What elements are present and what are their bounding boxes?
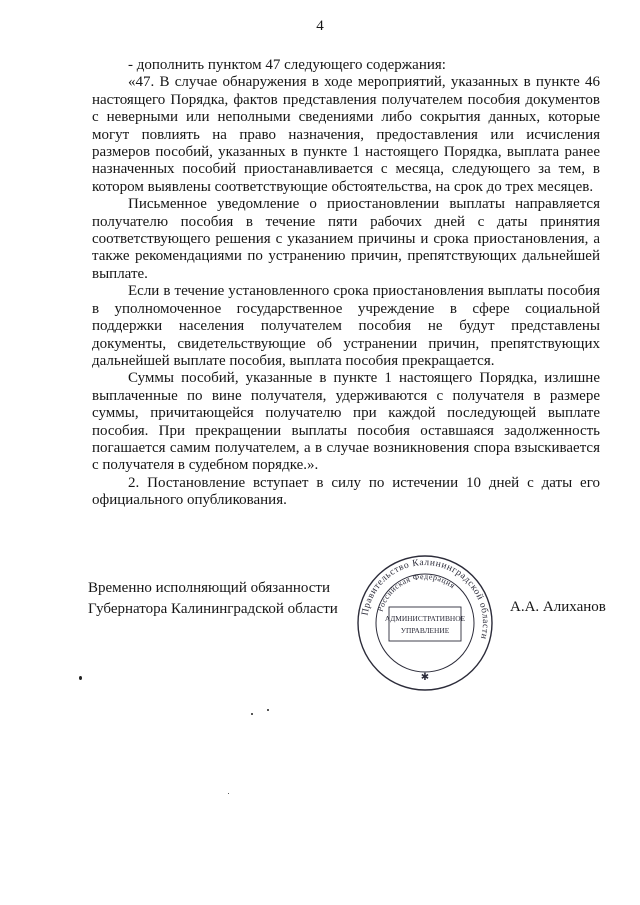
seal-center-box: [389, 607, 461, 641]
scan-speck: [251, 713, 253, 715]
scan-speck: [79, 676, 82, 680]
paragraph-overpayment: Суммы пособий, указанные в пункте 1 настоящего Порядка, излишне выплаченные по вине получателя, удерживаются с получателя в размере суммы, причитающейся получателю при каждой последующей выплате пособия. При прекращении выплаты пособия оставшаяся задолженность погашается самим получателем, а в случае возникновения спора взыскивается с получателя в судебном порядке.».: [92, 370, 600, 474]
official-seal: [355, 553, 495, 693]
page-number: 4: [316, 18, 324, 34]
seal-inner-text: Российская Федерация: [375, 571, 457, 613]
signature-position-line2: Губернатора Калининградской области: [88, 601, 338, 617]
paragraph-notification: Письменное уведомление о приостановлении выплаты направляется получателю пособия в течение пяти рабочих дней с даты принятия соответствующего решения с указанием причины и срока приостановления, а также рекомендациями по устранению причин, препятствующих дальнейшей выплате.: [92, 196, 600, 282]
scan-speck: [228, 793, 229, 794]
paragraph-effective-date: 2. Постановление вступает в силу по истечении 10 дней с даты его официального опубликования.: [92, 474, 600, 509]
paragraph-point-47: «47. В случае обнаружения в ходе мероприятий, указанных в пункте 46 настоящего Порядка, фактов представления получателем пособия документов с неверными или неполными сведениями либо сокрытия данных, которые могут повлиять на право назначения, предоставления или исчисления размеров пособий, указанных в пункте 1 настоящего Порядка, выплата ранее назначенных пособий приостанавливается с месяца, следующего за тем, в котором выявлены соответствующие обстоятельства, на срок до трех месяцев.: [92, 74, 600, 195]
document-body: [92, 57, 600, 510]
signatory-name: А.А. Алиханов: [510, 599, 606, 615]
paragraph-termination: Если в течение установленного срока приостановления выплаты пособия в уполномоченное государственное учреждение в сфере социальной поддержки населения получателем пособия не будут представлены документы, свидетельствующие об устранении причин, препятствующих дальнейшей выплате пособия, выплата пособия прекращается.: [92, 283, 600, 369]
seal-center-line1: АДМИНИСТРАТИВНОЕ: [384, 614, 466, 623]
signature-position: [88, 578, 338, 620]
seal-outer-text: Правительство Калининградской области: [360, 557, 491, 641]
scan-speck: [267, 709, 269, 711]
paragraph-amendment-intro: - дополнить пунктом 47 следующего содержания:: [128, 57, 446, 73]
seal-star-icon: ✱: [420, 672, 430, 683]
seal-center-line2: УПРАВЛЕНИЕ: [400, 626, 450, 635]
signature-position-line1: Временно исполняющий обязанности: [88, 580, 331, 596]
